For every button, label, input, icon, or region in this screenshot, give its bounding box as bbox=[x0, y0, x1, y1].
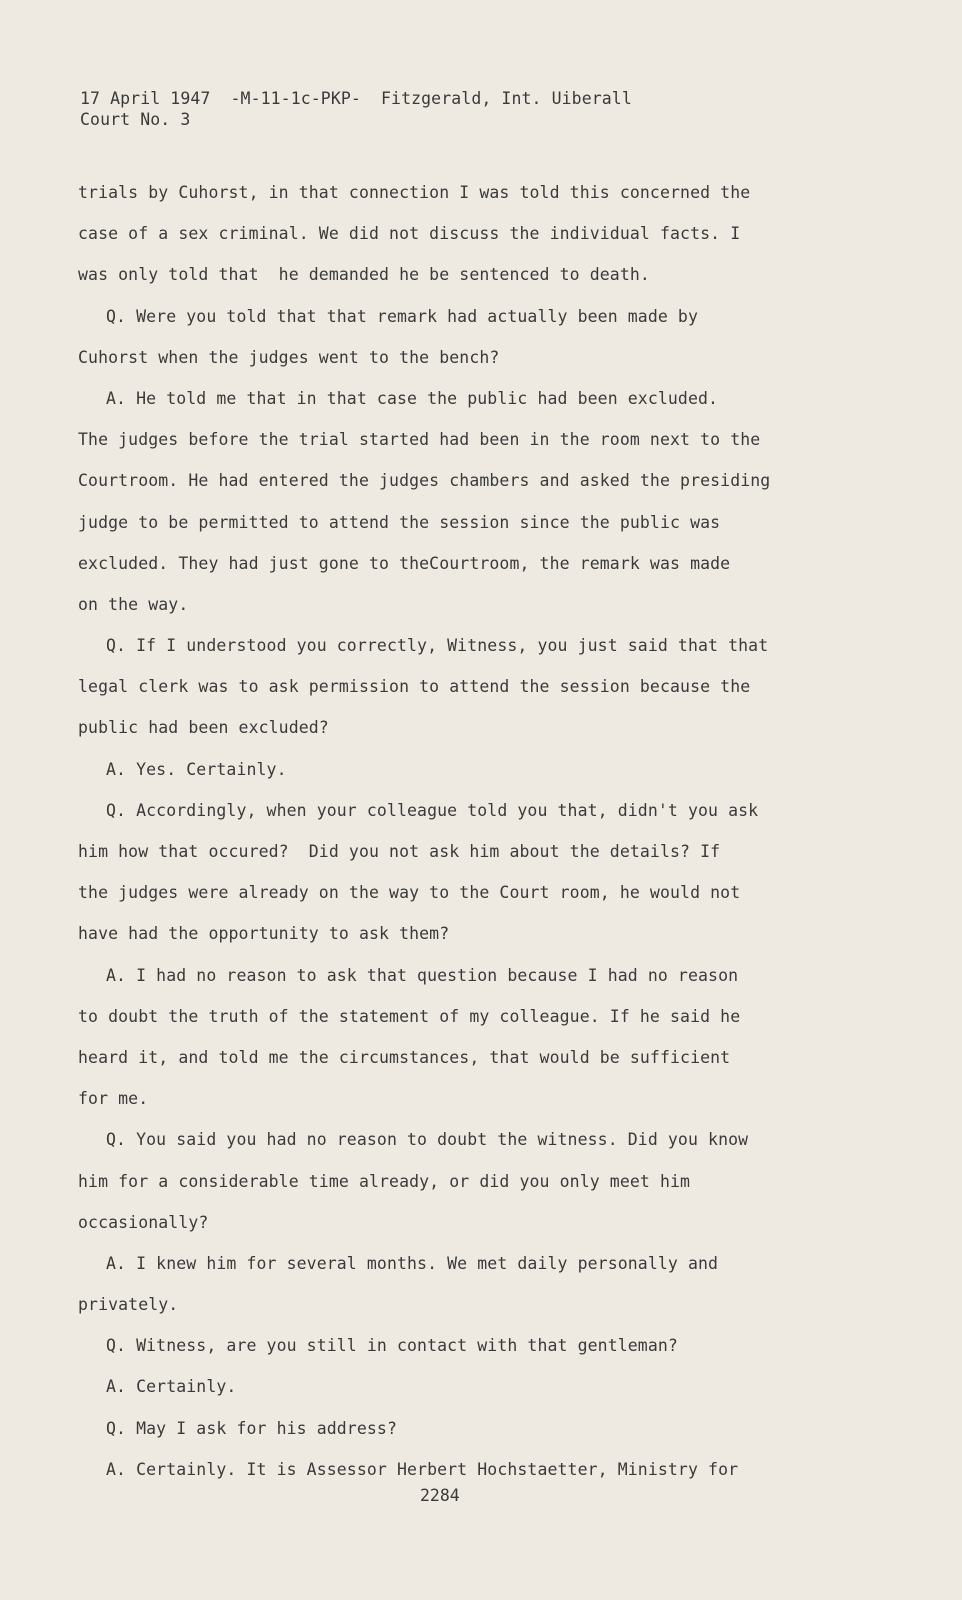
text-line: him for a considerable time already, or did you only meet him bbox=[78, 1171, 691, 1191]
question-line: Q. Accordingly, when your colleague told you that, didn't you ask bbox=[106, 800, 759, 820]
question-line: Q. You said you had no reason to doubt the witness. Did you know bbox=[106, 1130, 749, 1150]
text-line: the judges were already on the way to the Court room, he would not bbox=[78, 883, 741, 903]
text-line: to doubt the truth of the statement of my colleague. If he said he bbox=[78, 1006, 741, 1026]
text-line: trials by Cuhorst, in that connection I was told this concerned the bbox=[78, 183, 751, 202]
question-line: Q. If I understood you correctly, Witness, you just said that that bbox=[106, 636, 769, 656]
header-court-line: Court No. 3 bbox=[80, 110, 191, 129]
text-line: Cuhorst when the judges went to the bench? bbox=[78, 347, 500, 367]
text-line: was only told that he demanded he be sentenced to death. bbox=[78, 265, 650, 285]
text-line: public had been excluded? bbox=[78, 718, 329, 738]
text-line: Courtroom. He had entered the judges chambers and asked the presiding bbox=[78, 471, 771, 491]
text-line: privately. bbox=[78, 1295, 179, 1315]
answer-line: A. I had no reason to ask that question because I had no reason bbox=[106, 965, 739, 985]
text-line: excluded. They had just gone to theCourtroom, the remark was made bbox=[78, 553, 731, 573]
transcript-body bbox=[78, 172, 878, 1490]
text-line: him how that occured? Did you not ask him about the details? If bbox=[78, 842, 721, 861]
answer-line: A. He told me that in that case the public had been excluded. bbox=[106, 388, 719, 408]
text-line: occasionally? bbox=[78, 1212, 209, 1232]
question-line: Q. Witness, are you still in contact with that gentleman? bbox=[106, 1336, 678, 1356]
header-date-line: 17 April 1947 -M-11-1c-PKP- Fitzgerald, Int. Uiberall bbox=[80, 89, 632, 108]
text-line: heard it, and told me the circumstances, that would be sufficient bbox=[78, 1047, 731, 1067]
question-line: Q. May I ask for his address? bbox=[106, 1418, 397, 1438]
text-line: on the way. bbox=[78, 594, 189, 614]
question-line: Q. Were you told that that remark had actually been made by bbox=[106, 306, 698, 326]
text-line: have had the opportunity to ask them? bbox=[78, 924, 450, 944]
text-line: judge to be permitted to attend the session since the public was bbox=[78, 512, 721, 532]
text-line: legal clerk was to ask permission to attend the session because the bbox=[78, 677, 751, 697]
page-header bbox=[80, 88, 632, 130]
answer-line: A. Certainly. bbox=[106, 1377, 237, 1397]
answer-line: A. Yes. Certainly. bbox=[106, 759, 287, 779]
text-line: for me. bbox=[78, 1089, 149, 1109]
answer-line: A. Certainly. It is Assessor Herbert Hochstaetter, Ministry for bbox=[106, 1459, 739, 1479]
page-number: 2284 bbox=[420, 1486, 460, 1505]
text-line: The judges before the trial started had been in the room next to the bbox=[78, 430, 761, 450]
text-line: case of a sex criminal. We did not discuss the individual facts. I bbox=[78, 224, 741, 244]
answer-line: A. I knew him for several months. We met daily personally and bbox=[106, 1253, 719, 1273]
